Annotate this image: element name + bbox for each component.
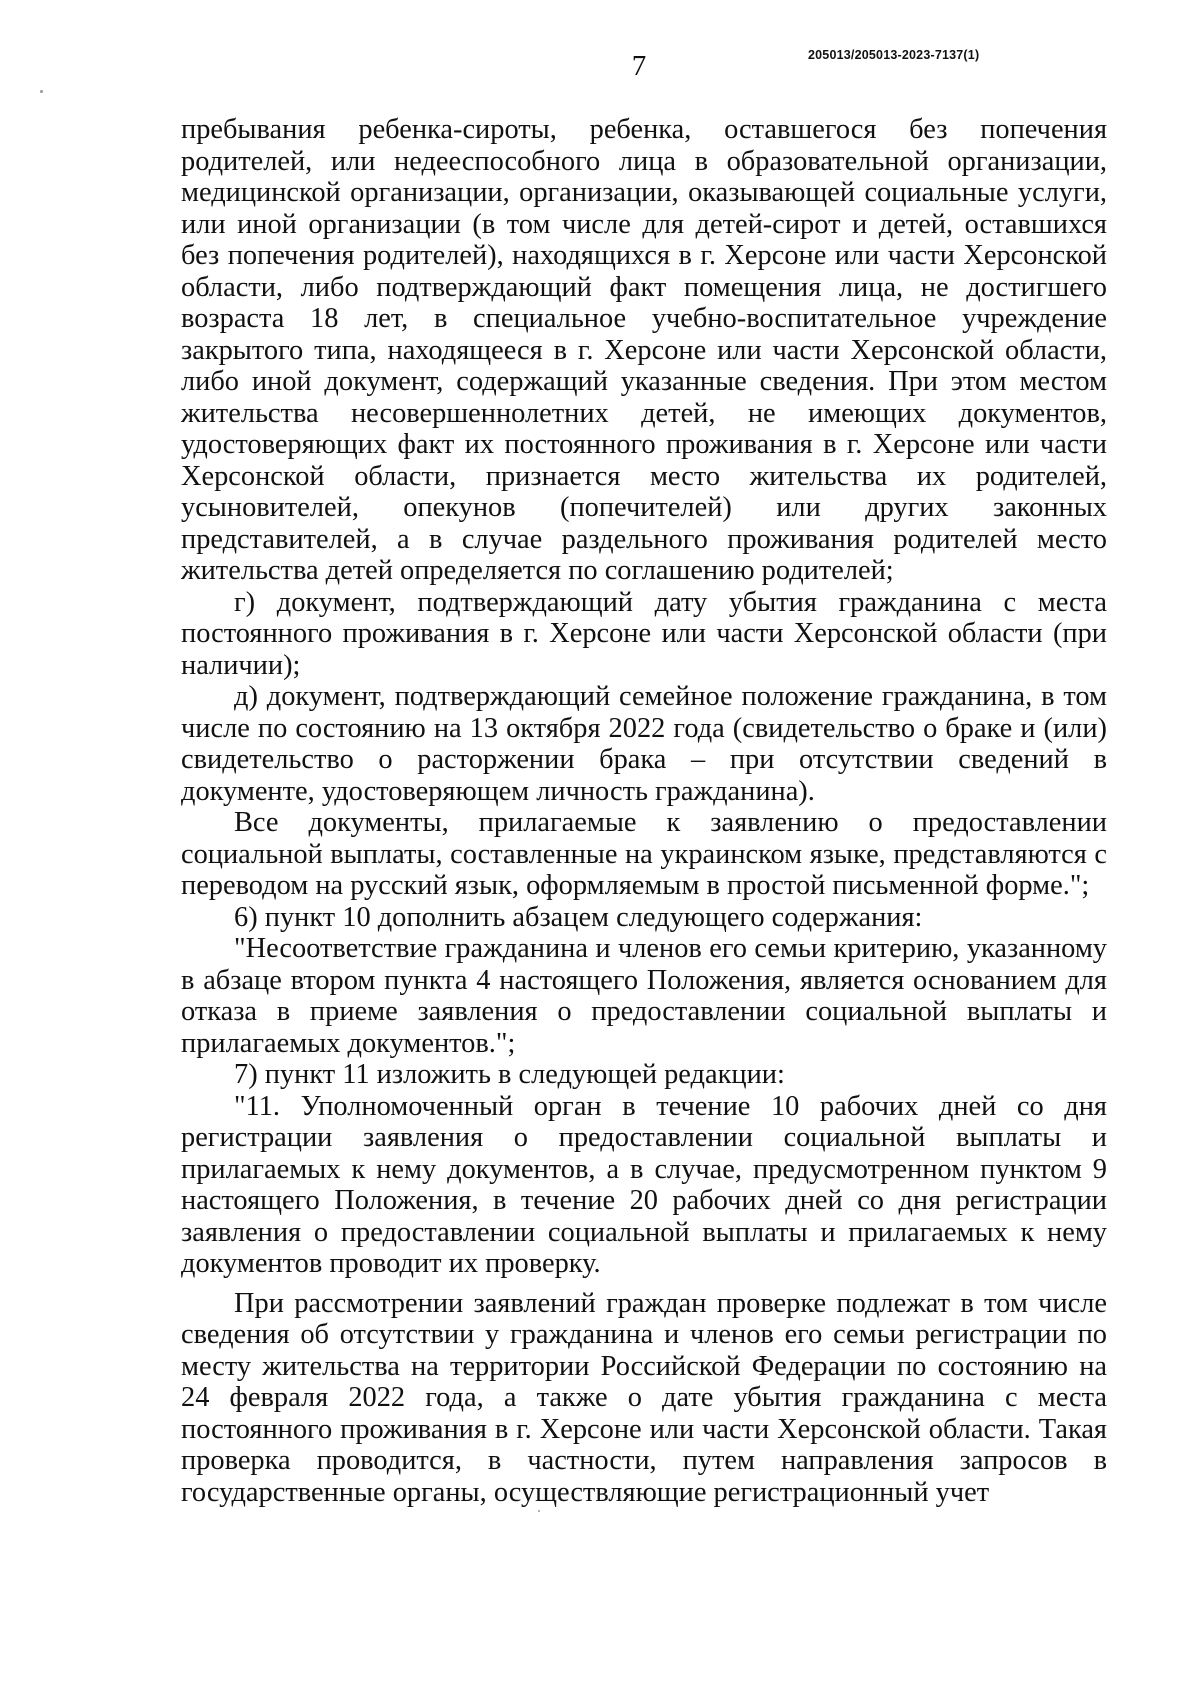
paragraph-7: 7) пункт 11 изложить в следующей редакции: [234, 1059, 785, 1090]
paragraph-5: 6) пункт 10 дополнить абзацем следующего содержания: [234, 901, 923, 933]
scan-speck [40, 90, 43, 93]
paragraph-1: пребывания ребенка-сироты, ребенка, оставшегося без попечения родителей, или недееспособного лица в образовательной организации, медицинской организации, организации, оказывающей социальные услуги, или иной организации (в том числе для детей-сирот и детей, оставшихся без попечения родителей), находящихся в г. Херсоне или части Херсонской области, либо подтверждающий факт помещения лица, не достигшего возраста 18 лет, в специальное учебно-воспитательное учреждение закрытого типа, находящееся в г. Херсоне или части Херсонской области, либо иной документ, содержащий указанные сведения. При этом местом жительства несовершеннолетних детей, не имеющих документов, удостоверяющих факт их постоянного проживания в г. Херсоне или части Херсонской области, признается место жительства их родителей, усыновителей, опекунов (попечителей) или других законных представителей, а в случае раздельного проживания родителей место жительства детей определяется по соглашению родителей; [181, 114, 1107, 586]
scan-speck [538, 1510, 540, 1512]
paragraph-8: "11. Уполномоченный орган в течение 10 рабочих дней со дня регистрации заявления о предоставлении социальной выплаты и прилагаемых к нему документов, а в случае, предусмотренном пунктом 9 настоящего Положения, в течение 20 рабочих дней со дня регистрации заявления о предоставлении социальной выплаты и прилагаемых к нему документов проводит их проверку. [181, 1090, 1107, 1279]
document-id: 205013/205013-2023-7137(1) [808, 48, 980, 62]
page-number: 7 [631, 50, 647, 82]
paragraph-3: д) документ, подтверждающий семейное положение гражданина, в том числе по состоянию на 13 октября 2022 года (свидетельство о браке и (или) свидетельство о расторжении брака – при отсутствии сведений в документе, удостоверяющем личность гражданина). [181, 681, 1107, 807]
document-body [181, 114, 1107, 1508]
paragraph-4: Все документы, прилагаемые к заявлению о предоставлении социальной выплаты, составленные на украинском языке, представляются с переводом на русский язык, оформляемым в простой письменной форме."; [181, 807, 1107, 901]
paragraph-6: "Несоответствие гражданина и членов его семьи критерию, указанному в абзаце втором пункта 4 настоящего Положения, является основанием для отказа в приеме заявления о предоставлении социальной выплаты и прилагаемых документов."; [181, 933, 1107, 1059]
paragraph-2: г) документ, подтверждающий дату убытия гражданина с места постоянного проживания в г. Херсоне или части Херсонской области (при наличии); [181, 586, 1107, 681]
paragraph-9: При рассмотрении заявлений граждан проверке подлежат в том числе сведения об отсутствии у гражданина и членов его семьи регистрации по месту жительства на территории Российской Федерации по состоянию на 24 февраля 2022 года, а также о дате убытия гражданина с места постоянного проживания в г. Херсоне или части Херсонской области. Такая проверка проводится, в частности, путем направления запросов в государственные органы, осуществляющие регистрационный учет [181, 1287, 1107, 1508]
